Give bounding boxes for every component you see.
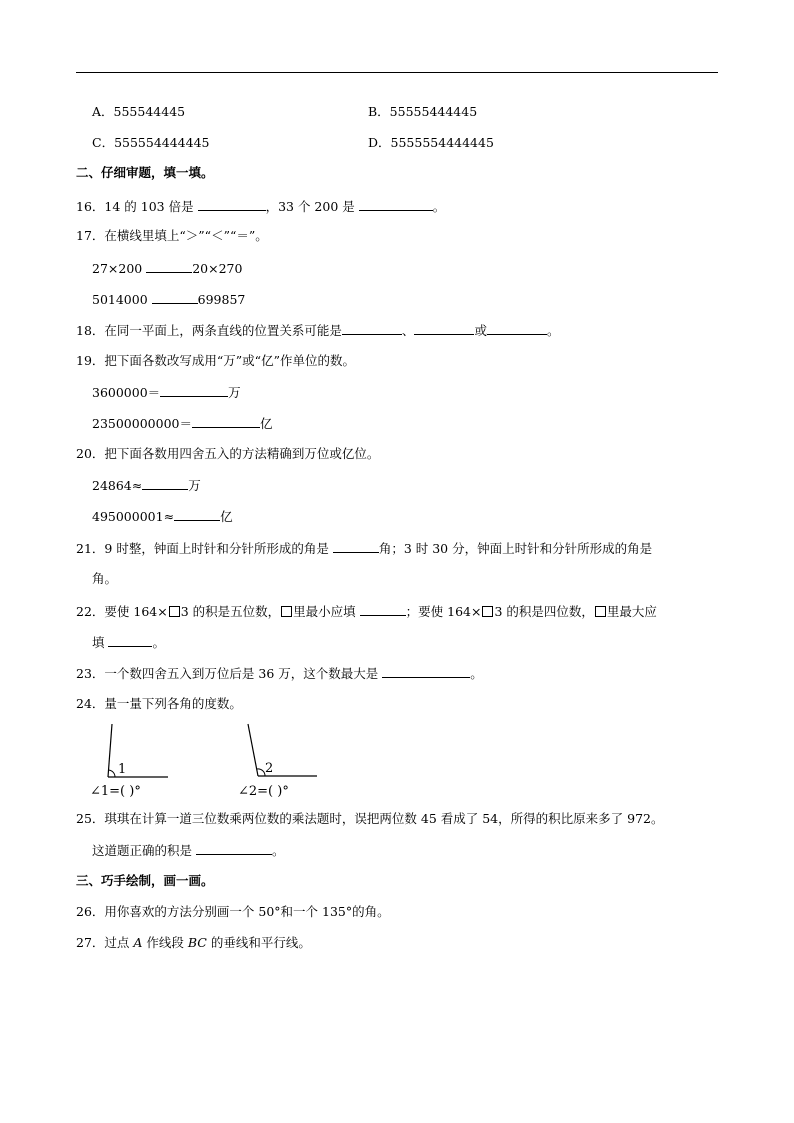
answer-blank[interactable] [198,198,266,211]
question-27 [76,935,311,951]
q23-text-2: 。 [470,666,483,681]
q20-row-1 [92,477,201,494]
question-23 [76,665,483,682]
question-17: 17．在横线里填上“＞”“＜”“＝”。 [76,228,268,243]
q22-text-8: 。 [152,635,165,650]
q23-text-1: 23．一个数四舍五入到万位后是 36 万，这个数最大是 [76,666,383,681]
answer-blank[interactable] [108,634,152,647]
q27-text-1: 27．过点 [76,935,134,950]
q16-text-2: ，33 个 200 是 [265,199,359,214]
q20-row-2 [92,508,233,525]
q20-unit-1: 万 [188,478,201,493]
answer-blank[interactable] [359,198,433,211]
q19-number-1: 3600000＝ [92,385,161,400]
q18-text-1: 18．在同一平面上，两条直线的位置关系可能是 [76,323,342,338]
q22-text-7: 填 [92,635,109,650]
option-b: B．55555444445 [368,104,478,119]
square-box-icon [281,606,292,617]
angle-1-label: 1 [118,762,127,777]
q20-number-1: 24864≈ [92,478,143,493]
q18-text-3: 或 [474,323,487,338]
question-24: 24．量一量下列各角的度数。 [76,696,242,711]
angle-2-ray-up [248,724,258,776]
q25-text-1: 这道题正确的积是 [92,843,196,858]
question-20: 20．把下面各数用四舍五入的方法精确到万位或亿位。 [76,446,380,461]
square-box-icon [595,606,606,617]
question-18 [76,322,559,339]
q22-text-5: 3 的积是四位数， [494,604,594,619]
q17-row-2 [92,291,245,308]
answer-blank[interactable] [160,384,228,397]
q17-left-1: 27×200 [92,261,147,276]
q16-text-3: 。 [432,199,446,214]
q18-text-4: 。 [546,323,560,338]
question-19: 19．把下面各数改写成用“万”或“亿”作单位的数。 [76,353,355,368]
q22-text-2: 3 的积是五位数， [180,604,281,619]
q19-unit-2: 亿 [259,416,273,431]
angle-2-figure [234,720,364,800]
angle-2-label: 2 [265,761,274,776]
q19-row-2 [92,415,273,432]
q22-line-2 [92,634,165,651]
answer-blank[interactable] [152,291,198,304]
question-21 [76,540,652,557]
answer-blank[interactable] [174,508,220,521]
q21-text-1: 21．9 时整，钟面上时针和分针所形成的角是 [76,541,333,556]
q17-right-2: 699857 [197,292,246,307]
question-26: 26．用你喜欢的方法分别画一个 50°和一个 135°的角。 [76,904,390,919]
q17-row-1 [92,260,242,277]
question-16 [76,198,445,215]
q20-number-2: 495000001≈ [92,509,175,524]
q20-unit-2: 亿 [220,509,233,524]
answer-blank[interactable] [360,603,406,616]
q22-text-6: 里最大应 [606,604,657,619]
q22-text-1: 22．要使 164× [76,604,168,619]
answer-blank[interactable] [142,477,188,490]
answer-blank[interactable] [146,260,192,273]
option-a: A．555544445 [92,104,186,119]
answer-blank[interactable] [414,322,474,335]
q19-unit-1: 万 [228,385,241,400]
square-box-icon [482,606,493,617]
q27-text-2: 作线段 [142,935,188,950]
q21-text-2: 角；3 时 30 分，钟面上时针和分针所形成的角是 [378,541,653,556]
q22-text-4: ；要使 164× [405,604,482,619]
section-heading-2: 二、仔细审题，填一填。 [76,165,214,180]
answer-blank[interactable] [192,415,260,428]
angle-1-arc [109,770,116,777]
square-box-icon [169,606,180,617]
answer-blank[interactable] [382,665,470,678]
q22-text-3: 里最小应填 [293,604,360,619]
angle-1-figure [88,720,218,800]
option-c: C．555554444445 [92,135,210,150]
header-rule [76,72,718,73]
question-22 [76,603,657,620]
q16-text-1: 16．14 的 103 倍是 [76,199,198,214]
q18-text-2: 、 [401,323,415,338]
option-d: D．5555554444445 [368,135,494,150]
answer-blank[interactable] [333,540,379,553]
angle-1-ray-up [108,724,112,777]
answer-blank[interactable] [196,842,272,855]
q19-number-2: 23500000000＝ [92,416,192,431]
q17-right-1: 20×270 [192,261,243,276]
q19-row-1 [92,384,241,401]
question-25: 25．琪琪在计算一道三位数乘两位数的乘法题时，误把两位数 45 看成了 54，所得的积比原来多了 972。 [76,811,664,826]
segment-bc-label: BC [187,935,207,950]
q25-line-2 [92,842,285,859]
point-a-label: A [133,935,143,950]
q27-text-3: 的垂线和平行线。 [206,935,311,950]
answer-blank[interactable] [342,322,402,335]
angle-1-caption: ∠1=( )° [90,784,141,799]
q17-left-2: 5014000 [92,292,152,307]
angle-2-caption: ∠2=( )° [238,784,289,799]
answer-blank[interactable] [487,322,547,335]
q21-line-2: 角。 [92,571,118,586]
section-heading-3: 三、巧手绘制，画一画。 [76,873,214,888]
q25-text-2: 。 [271,843,285,858]
